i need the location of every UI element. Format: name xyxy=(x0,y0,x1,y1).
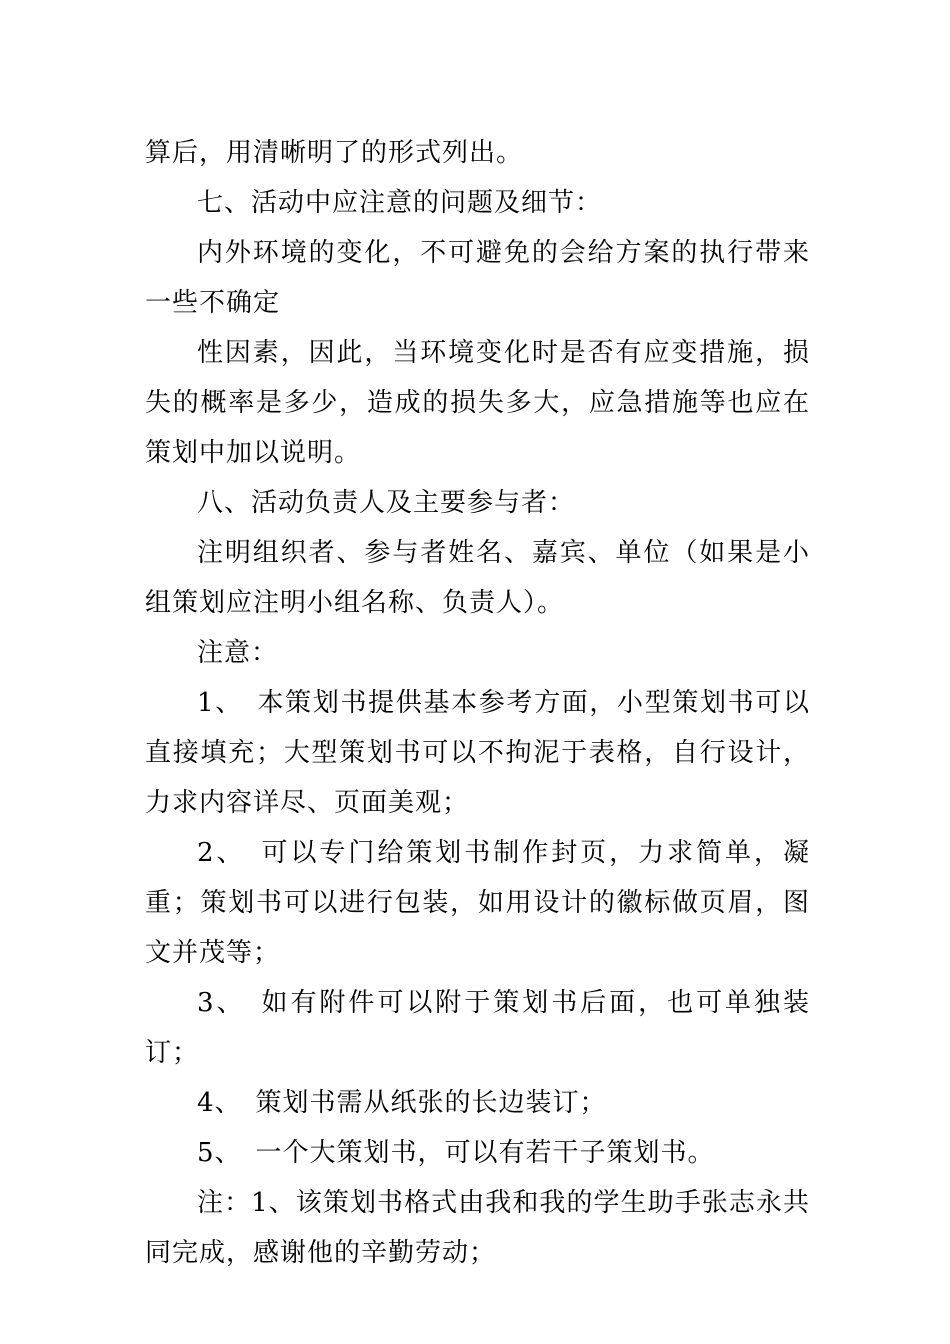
note-item-2: 2、 可以专门给策划书制作封页，力求简单，凝重；策划书可以进行包装，如用设计的徽标做页眉，图文并茂等； xyxy=(145,838,810,968)
paragraph-budget-end: 算后，用清晰明了的形式列出。 xyxy=(145,138,524,168)
heading-section-7: 七、活动中应注意的问题及细节： xyxy=(197,188,603,218)
footnote-acknowledgement: 注：1、该策划书格式由我和我的学生助手张志永共同完成，感谢他的辛勤劳动； xyxy=(145,1188,810,1268)
document-body xyxy=(145,128,810,1278)
heading-notes: 注意： xyxy=(197,638,279,668)
note-item-4: 4、 策划书需从纸张的长边装订； xyxy=(197,1088,607,1118)
note-item-1: 1、 本策划书提供基本参考方面，小型策划书可以直接填充；大型策划书可以不拘泥于表格，自行设计，力求内容详尽、页面美观； xyxy=(145,688,810,818)
note-item-3: 3、 如有附件可以附于策划书后面，也可单独装订； xyxy=(145,988,810,1068)
note-item-5: 5、 一个大策划书，可以有若干子策划书。 xyxy=(197,1138,715,1168)
paragraph-environment-change: 内外环境的变化，不可避免的会给方案的执行带来一些不确定 xyxy=(145,238,810,318)
paragraph-uncertainty-factors: 性因素，因此，当环境变化时是否有应变措施，损失的概率是多少，造成的损失多大，应急措施等也应在策划中加以说明。 xyxy=(145,338,810,468)
paragraph-organizers: 注明组织者、参与者姓名、嘉宾、单位（如果是小组策划应注明小组名称、负责人）。 xyxy=(145,538,810,618)
heading-section-8: 八、活动负责人及主要参与者： xyxy=(197,488,576,518)
